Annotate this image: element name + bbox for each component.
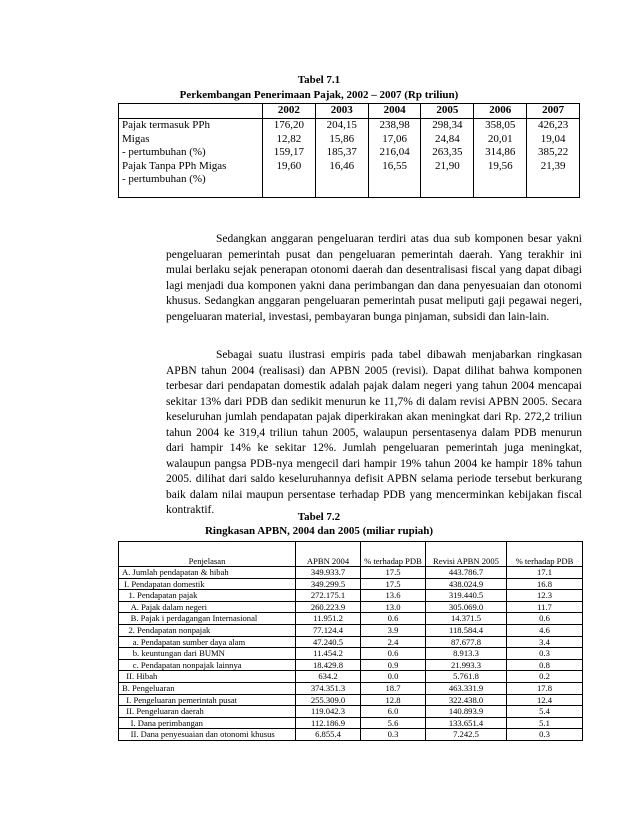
row-value: 374.351.3 <box>296 682 361 694</box>
value-column: 298,34 24,84 263,35 21,90 <box>421 119 474 198</box>
row-value: 272.175.1 <box>296 590 361 602</box>
row-label: b. keuntungan dari BUMN <box>119 648 296 660</box>
row-label: I. Pendapatan domestik <box>119 578 296 590</box>
row-value: 5.6 <box>361 717 426 729</box>
row-value: 77.124.4 <box>296 624 361 636</box>
row-value: 0.6 <box>507 613 583 625</box>
row-labels: Pajak termasuk PPh Migas - pertumbuhan (%) Pajak Tanpa PPh Migas - pertumbuhan (%) <box>119 119 263 198</box>
year-header: 2006 <box>474 104 527 119</box>
column-header: APBN 2004 <box>296 542 361 567</box>
row-label: c. Pendapatan nonpajak lainnya <box>119 659 296 671</box>
paragraph-expenditure <box>166 232 582 325</box>
row-label: 2. Pendapatan nonpajak <box>119 624 296 636</box>
table-row <box>119 636 583 648</box>
table-row <box>119 729 583 741</box>
row-value: 13.0 <box>361 601 426 613</box>
row-value: 119.042.3 <box>296 706 361 718</box>
row-label: II. Dana penyesuaian dan otonomi khusus <box>119 729 296 741</box>
row-value: 0.3 <box>507 729 583 741</box>
row-value: 349.933.7 <box>296 567 361 579</box>
row-value: 260.223.9 <box>296 601 361 613</box>
row-value: 3.9 <box>361 624 426 636</box>
row-value: 17.5 <box>361 578 426 590</box>
row-value: 438.024.9 <box>426 578 507 590</box>
row-value: 12.8 <box>361 694 426 706</box>
row-label: II. Pengeluaran daerah <box>119 706 296 718</box>
row-label: a. Pendapatan sumber daya alam <box>119 636 296 648</box>
row-value: 8.913.3 <box>426 648 507 660</box>
row-value: 0.6 <box>361 613 426 625</box>
value-column: 204,15 15,86 185,37 16,46 <box>315 119 368 198</box>
table2-title: Tabel 7.2 <box>297 511 341 523</box>
table-row <box>119 567 583 579</box>
row-value: 118.584.4 <box>426 624 507 636</box>
row-value: 18.429.8 <box>296 659 361 671</box>
table-row <box>119 682 583 694</box>
row-value: 4.6 <box>507 624 583 636</box>
table-row <box>119 578 583 590</box>
row-value: 3.4 <box>507 636 583 648</box>
row-value: 47.240.5 <box>296 636 361 648</box>
row-label: I. Pengeluaran pemerintah pusat <box>119 694 296 706</box>
column-header: % terhadap PDB <box>507 542 583 567</box>
row-value: 0.6 <box>361 648 426 660</box>
row-value: 305.069.0 <box>426 601 507 613</box>
row-value: 0.2 <box>507 671 583 683</box>
row-value: 2.4 <box>361 636 426 648</box>
row-value: 17.5 <box>361 567 426 579</box>
row-value: 5.4 <box>507 706 583 718</box>
row-value: 443.786.7 <box>426 567 507 579</box>
column-header: % terhadap PDB <box>361 542 426 567</box>
table-row <box>119 659 583 671</box>
table2-subtitle: Ringkasan APBN, 2004 dan 2005 (miliar rupiah) <box>204 525 434 537</box>
row-value: 17.8 <box>507 682 583 694</box>
table1-title: Tabel 7.1 <box>297 74 341 86</box>
row-value: 0.9 <box>361 659 426 671</box>
row-label: A. Jumlah pendapatan & hibah <box>119 567 296 579</box>
row-value: 0.0 <box>361 671 426 683</box>
row-value: 21.993.3 <box>426 659 507 671</box>
table-row <box>119 648 583 660</box>
row-value: 13.6 <box>361 590 426 602</box>
year-header: 2004 <box>368 104 421 119</box>
column-header: Revisi APBN 2005 <box>426 542 507 567</box>
row-value: 322.438.0 <box>426 694 507 706</box>
row-value: 11.454.2 <box>296 648 361 660</box>
row-value: 12.3 <box>507 590 583 602</box>
row-value: 140.893.9 <box>426 706 507 718</box>
row-value: 133.651.4 <box>426 717 507 729</box>
row-value: 5.1 <box>507 717 583 729</box>
row-value: 6.0 <box>361 706 426 718</box>
table-row <box>119 694 583 706</box>
year-header: 2002 <box>263 104 316 119</box>
row-value: 0.3 <box>507 648 583 660</box>
value-column: 358,05 20,01 314,86 19,56 <box>474 119 527 198</box>
row-label: B. Pengeluaran <box>119 682 296 694</box>
row-value: 112.186.9 <box>296 717 361 729</box>
row-value: 16.8 <box>507 578 583 590</box>
row-value: 6.855.4 <box>296 729 361 741</box>
row-value: 0.3 <box>361 729 426 741</box>
value-column: 426,23 19,04 385,22 21,39 <box>527 119 580 198</box>
apbn-summary-table <box>118 541 583 741</box>
row-label: A. Pajak dalam negeri <box>119 601 296 613</box>
row-value: 255.309.0 <box>296 694 361 706</box>
table1-corner <box>119 104 263 119</box>
paragraph-illustration <box>166 348 582 519</box>
row-value: 11.951.2 <box>296 613 361 625</box>
row-value: 7.242.5 <box>426 729 507 741</box>
row-value: 17.1 <box>507 567 583 579</box>
row-value: 634.2 <box>296 671 361 683</box>
table-row <box>119 590 583 602</box>
row-label: 1. Pendapatan pajak <box>119 590 296 602</box>
table-row <box>119 613 583 625</box>
row-value: 14.371.5 <box>426 613 507 625</box>
table2-body <box>119 567 583 741</box>
row-value: 18.7 <box>361 682 426 694</box>
table-row <box>119 706 583 718</box>
row-value: 463.331.9 <box>426 682 507 694</box>
table1-subtitle: Perkembangan Penerimaan Pajak, 2002 – 2007 (Rp triliun) <box>179 89 459 101</box>
table-row <box>119 717 583 729</box>
value-column: 176,20 12,82 159,17 19,60 <box>263 119 316 198</box>
row-value: 349.299.5 <box>296 578 361 590</box>
year-header: 2005 <box>421 104 474 119</box>
row-label: I. Dana perimbangan <box>119 717 296 729</box>
row-value: 319.440.5 <box>426 590 507 602</box>
row-value: 0.8 <box>507 659 583 671</box>
paragraph-text: Sebagai suatu ilustrasi empiris pada tabel dibawah menjabarkan ringkasan APBN tahun 2004 (realisasi) dan APBN 2005 (revisi). Dapat dilihat bahwa komponen terbesar dari pendapatan domestik adalah pajak dalam negeri yang tahun 2004 mencapai sekitar 13% dari PDB dan sedikit menurun ke 11,7% di dalam revisi APBN 2005. Secara keseluruhan jumlah pendapatan pajak diperkirakan akan meningkat dari Rp. 272,2 triliun tahun 2004 ke 319,4 triliun tahun 2005, walaupun persentasenya dalam PDB menurun dari hampir 14% ke sekitar 12%. Jumlah pengeluaran pemerintah juga meningkat, walaupun pangsa PDB-nya mengecil dari hampir 19% tahun 2004 ke hampir 18% tahun 2005. dilihat dari saldo keseluruhannya defisit APBN selama periode tersebut berkurang baik dalam nilai maupun persentase terhadap PDB yang mencerminkan kebijakan fiscal kontraktif. <box>166 349 582 516</box>
revenue-table <box>118 103 580 198</box>
value-column: 238,98 17,06 216,04 16,55 <box>368 119 421 198</box>
column-header: Penjelasan <box>119 542 296 567</box>
year-header: 2003 <box>315 104 368 119</box>
table-row <box>119 601 583 613</box>
table-row <box>119 624 583 636</box>
table-row <box>119 671 583 683</box>
row-value: 11.7 <box>507 601 583 613</box>
row-label: B. Pajak i perdagangan Internasional <box>119 613 296 625</box>
row-value: 87.677.8 <box>426 636 507 648</box>
row-value: 5.761.8 <box>426 671 507 683</box>
row-value: 12.4 <box>507 694 583 706</box>
paragraph-text: Sedangkan anggaran pengeluaran terdiri atas dua sub komponen besar yakni pengeluaran pemerintah pusat dan pengeluaran pemerintah daerah. Yang terakhir ini mulai berlaku sejak penerapan otonomi daerah dan desentralisasi fiscal yang dapat dibagi lagi menjadi dua komponen yakni dana perimbangan dan dana penyesuaian dan otonomi khusus. Sedangkan anggaran pengeluaran pemerintah pusat meliputi gaji pegawai negeri, pengeluaran material, investasi, pembayaran bunga pinjaman, subsidi dan lain-lain. <box>166 233 582 323</box>
row-label: II. Hibah <box>119 671 296 683</box>
year-header: 2007 <box>527 104 580 119</box>
